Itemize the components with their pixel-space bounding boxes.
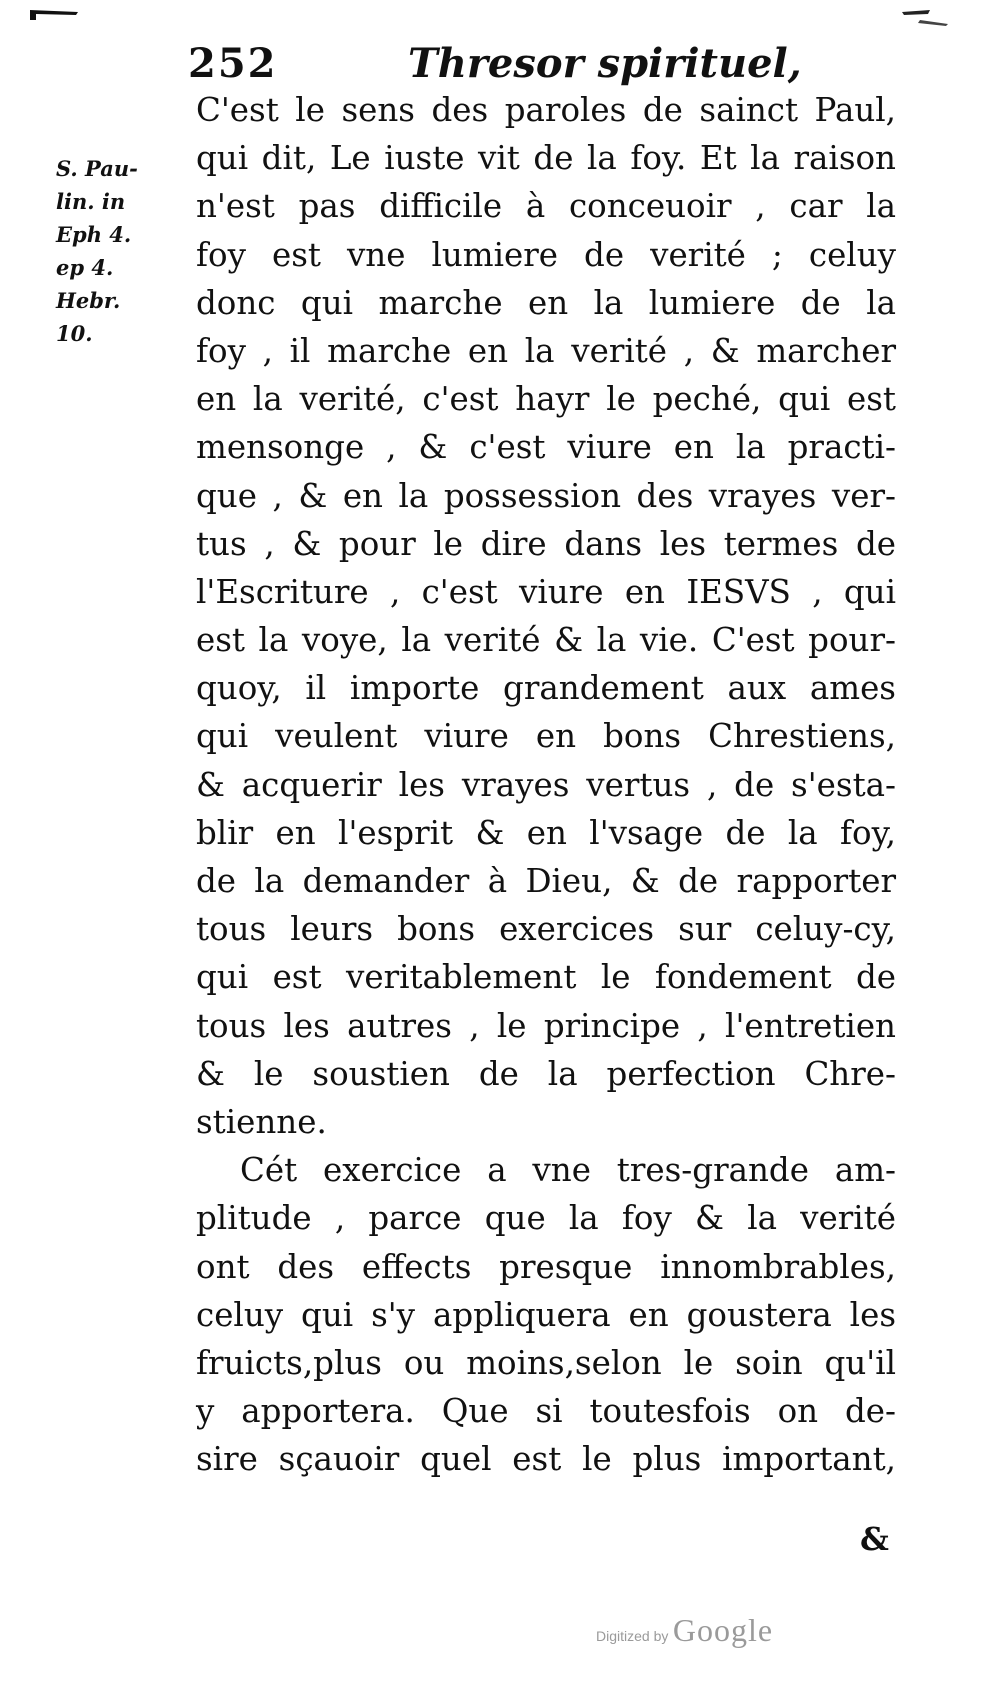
text-line: en la verité, c'est hayr le peché, qui est <box>196 380 896 419</box>
text-line: ont des effects presque innombrables, <box>196 1247 896 1286</box>
text-line: blir en l'esprit & en l'vsage de la foy, <box>196 813 896 852</box>
text-line: l'Escriture , c'est viure en IESVS , qui <box>196 572 896 611</box>
margin-note-line: Eph 4. <box>56 222 132 247</box>
body-text <box>196 86 896 1483</box>
google-logo: Google <box>672 1612 774 1648</box>
text-line: plitude , parce que la foy & la verité <box>196 1199 896 1238</box>
text-line: fruicts,plus ou moins,selon le soin qu'il <box>196 1343 896 1382</box>
text-line: n'est pas difficile à conceuoir , car la <box>196 187 896 226</box>
margin-note-line: S. Pau- <box>56 156 138 181</box>
text-line: tous les autres , le principe , l'entretien <box>196 1006 896 1045</box>
text-line: C'est le sens des paroles de sainct Paul, <box>196 91 896 129</box>
text-line: mensonge , & c'est viure en la practi- <box>196 428 896 467</box>
text-line: Cét exercice a vne tres-grande am- <box>240 1151 896 1190</box>
text-line: donc qui marche en la lumiere de la <box>196 283 896 322</box>
running-head <box>188 40 802 90</box>
text-line: que , & en la possession des vrayes ver- <box>196 476 896 515</box>
text-line: tous leurs bons exercices sur celuy-cy, <box>196 910 896 949</box>
text-line: qui veulent viure en bons Chrestiens, <box>196 717 896 756</box>
text-line: quoy, il importe grandement aux ames <box>196 669 896 708</box>
digitized-by-google-watermark <box>596 1612 773 1649</box>
text-line: y apportera. Que si toutesfois on de- <box>196 1392 896 1431</box>
running-title: Thresor spirituel, <box>408 40 802 87</box>
catchword: & <box>860 1520 889 1558</box>
text-line: tus , & pour le dire dans les termes de <box>196 524 896 563</box>
text-line: qui dit, Le iuste vit de la foy. Et la raison <box>196 139 896 178</box>
text-line: & le soustien de la perfection Chre- <box>196 1054 896 1093</box>
corner-scan-mark-right <box>900 8 950 30</box>
text-line: est la voye, la verité & la vie. C'est pour- <box>196 621 896 660</box>
text-line: de la demander à Dieu, & de rapporter <box>196 862 896 900</box>
text-line: celuy qui s'y appliquera en goustera les <box>196 1295 896 1334</box>
text-line: sire sçauoir quel est le plus important, <box>196 1440 896 1479</box>
margin-note-line: ep 4. <box>56 255 114 280</box>
corner-scan-mark <box>30 10 78 22</box>
digitized-prefix: Digitized by <box>596 1628 669 1644</box>
margin-note-line: lin. in <box>56 189 126 214</box>
margin-note-line: 10. <box>56 321 93 346</box>
margin-note-line: Hebr. <box>56 288 121 313</box>
text-line: foy , il marche en la verité , & marcher <box>196 331 896 370</box>
text-line: stienne. <box>196 1102 327 1141</box>
text-line: & acquerir les vrayes vertus , de s'esta- <box>196 765 896 804</box>
text-line: qui est veritablement le fondement de <box>196 958 896 997</box>
margin-notes <box>56 152 176 350</box>
page-number: 252 <box>188 40 278 87</box>
text-line: foy est vne lumiere de verité ; celuy <box>196 235 896 274</box>
